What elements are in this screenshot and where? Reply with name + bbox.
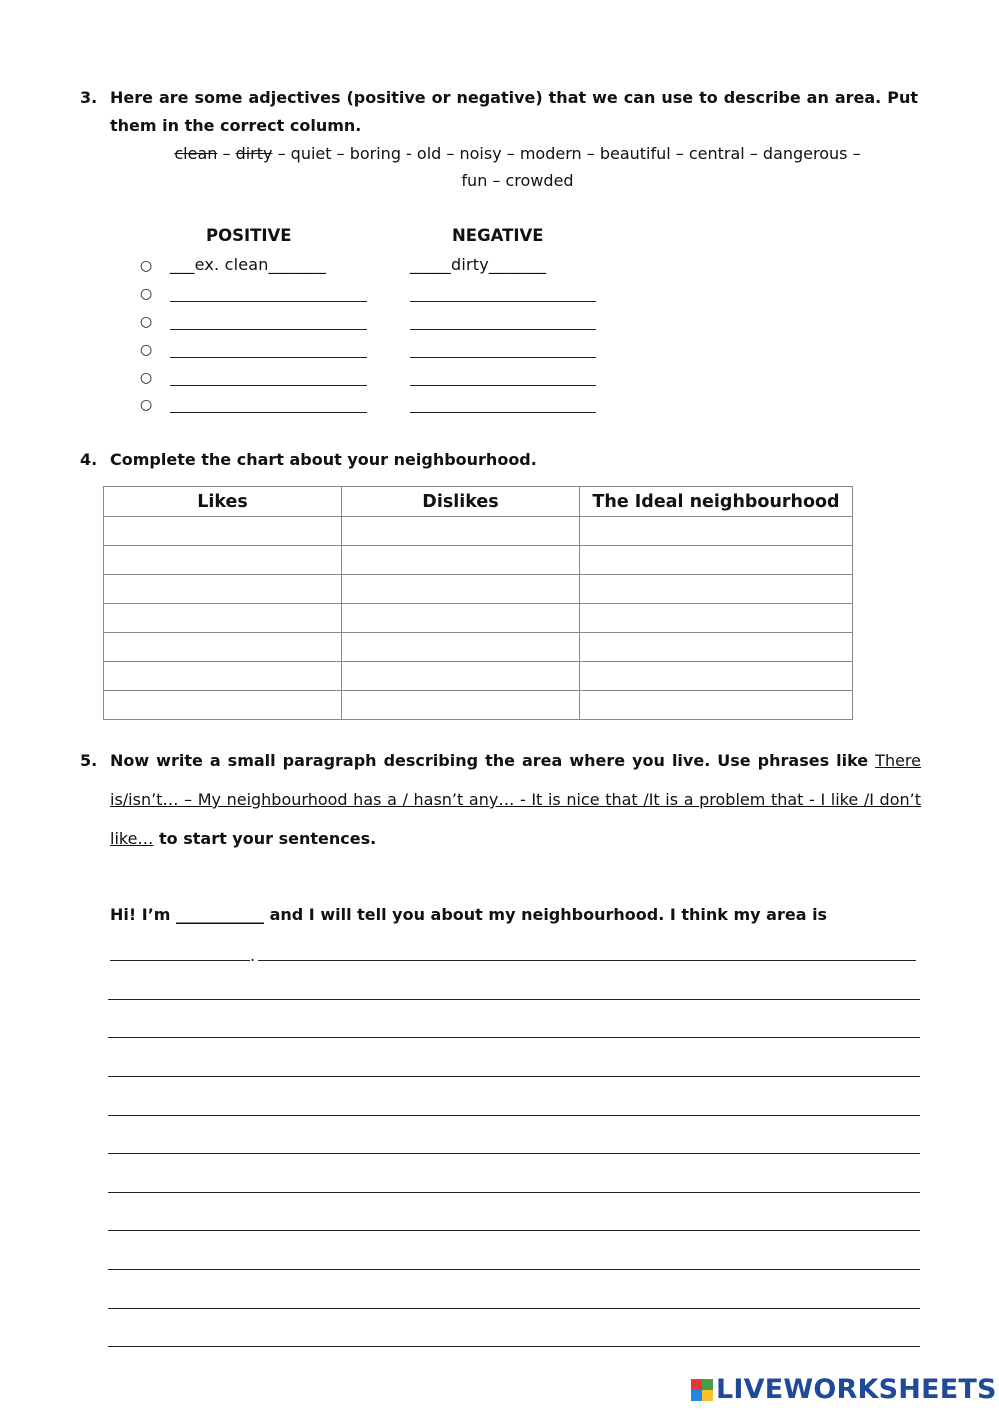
writing-line[interactable] bbox=[108, 1153, 920, 1154]
example-negative: _____dirty_______ bbox=[410, 255, 547, 274]
question-5-number: 5. bbox=[80, 751, 98, 770]
chart-row bbox=[104, 633, 853, 662]
bullet-5: ○ bbox=[140, 370, 153, 386]
writing-line[interactable] bbox=[108, 1076, 920, 1077]
positive-column-header: POSITIVE bbox=[206, 226, 292, 245]
chart-cell[interactable] bbox=[342, 575, 580, 604]
writing-line[interactable] bbox=[108, 1230, 920, 1231]
question-5-instruction-bold: Now write a small paragraph describing the area where you live. Use phrases like bbox=[110, 751, 876, 770]
chart-cell[interactable] bbox=[580, 691, 853, 720]
word-bank-line1 bbox=[110, 140, 925, 167]
chart-cell[interactable] bbox=[342, 546, 580, 575]
negative-answer-line[interactable] bbox=[410, 301, 596, 302]
chart-row bbox=[104, 691, 853, 720]
writing-period: . bbox=[250, 946, 256, 965]
writing-line-short[interactable] bbox=[110, 960, 250, 961]
chart-cell[interactable] bbox=[104, 662, 342, 691]
negative-answer-line[interactable] bbox=[410, 412, 596, 413]
question-3-number: 3. bbox=[80, 88, 98, 107]
chart-cell[interactable] bbox=[580, 604, 853, 633]
writing-line[interactable] bbox=[108, 1346, 920, 1347]
negative-answer-line[interactable] bbox=[410, 329, 596, 330]
bullet-2: ○ bbox=[140, 286, 153, 302]
logo-square-blue bbox=[691, 1390, 702, 1401]
chart-cell[interactable] bbox=[104, 546, 342, 575]
liveworksheets-logo bbox=[691, 1374, 997, 1405]
word-bank-rest: – quiet – boring - old – noisy – modern – beautiful – central – dangerous – bbox=[272, 144, 861, 163]
writing-line[interactable] bbox=[108, 1192, 920, 1193]
chart-cell[interactable] bbox=[342, 633, 580, 662]
question-4-number: 4. bbox=[80, 450, 98, 469]
question-3-instruction-line2: them in the correct column. bbox=[110, 116, 362, 135]
question-3-instruction-line1: Here are some adjectives (positive or negative) that we can use to describe an area. Put bbox=[110, 88, 918, 107]
question-5-instruction-end: to start your sentences. bbox=[153, 829, 377, 848]
positive-answer-line[interactable] bbox=[170, 412, 367, 413]
chart-header-ideal: The Ideal neighbourhood bbox=[580, 487, 853, 517]
chart-cell[interactable] bbox=[104, 604, 342, 633]
word-bank bbox=[110, 140, 925, 194]
chart-cell[interactable] bbox=[580, 633, 853, 662]
positive-answer-line[interactable] bbox=[170, 329, 367, 330]
chart-row bbox=[104, 662, 853, 691]
chart-cell[interactable] bbox=[104, 575, 342, 604]
writing-line[interactable] bbox=[108, 1037, 920, 1038]
chart-cell[interactable] bbox=[580, 517, 853, 546]
chart-cell[interactable] bbox=[104, 633, 342, 662]
chart-cell[interactable] bbox=[104, 691, 342, 720]
bullet-6: ○ bbox=[140, 397, 153, 413]
chart-row bbox=[104, 575, 853, 604]
positive-answer-line[interactable] bbox=[170, 385, 367, 386]
logo-square-red bbox=[691, 1379, 702, 1390]
positive-answer-line[interactable] bbox=[170, 301, 367, 302]
chart-cell[interactable] bbox=[580, 546, 853, 575]
word-bank-line2: fun – crowded bbox=[461, 171, 574, 190]
writing-line[interactable] bbox=[258, 960, 916, 961]
question-5-phrases: There is/isn’t… – My neighbourhood has a / hasn’t any… - It is nice that /It is a problem that - I like /I don’t like… bbox=[110, 751, 921, 848]
bullet-4: ○ bbox=[140, 342, 153, 358]
chart-cell[interactable] bbox=[104, 517, 342, 546]
chart-row bbox=[104, 546, 853, 575]
word-clean-struck: clean bbox=[174, 144, 218, 163]
liveworksheets-logo-icon bbox=[691, 1379, 713, 1401]
liveworksheets-logo-text: LIVEWORKSHEETS bbox=[716, 1374, 997, 1405]
chart-cell[interactable] bbox=[342, 691, 580, 720]
chart-cell[interactable] bbox=[342, 662, 580, 691]
positive-answer-line[interactable] bbox=[170, 357, 367, 358]
writing-line[interactable] bbox=[108, 1115, 920, 1116]
chart-cell[interactable] bbox=[342, 517, 580, 546]
writing-line[interactable] bbox=[108, 999, 920, 1000]
chart-row bbox=[104, 517, 853, 546]
chart-header-likes: Likes bbox=[104, 487, 342, 517]
paragraph-intro: Hi! I’m ___________ and I will tell you about my neighbourhood. I think my area is bbox=[110, 905, 828, 924]
chart-header-dislikes: Dislikes bbox=[342, 487, 580, 517]
chart-cell[interactable] bbox=[580, 662, 853, 691]
writing-line[interactable] bbox=[108, 1269, 920, 1270]
question-5-instruction bbox=[110, 741, 921, 858]
negative-answer-line[interactable] bbox=[410, 357, 596, 358]
negative-column-header: NEGATIVE bbox=[452, 226, 544, 245]
logo-square-green bbox=[702, 1379, 713, 1390]
negative-answer-line[interactable] bbox=[410, 385, 596, 386]
bullet-1: ○ bbox=[140, 258, 153, 274]
chart-row bbox=[104, 604, 853, 633]
chart-cell[interactable] bbox=[580, 575, 853, 604]
chart-header-row bbox=[104, 487, 853, 517]
word-separator: – bbox=[217, 144, 236, 163]
bullet-3: ○ bbox=[140, 314, 153, 330]
example-positive: ___ex. clean_______ bbox=[170, 255, 327, 274]
chart-cell[interactable] bbox=[342, 604, 580, 633]
word-dirty-struck: dirty bbox=[235, 144, 273, 163]
writing-line[interactable] bbox=[108, 1308, 920, 1309]
neighbourhood-chart bbox=[103, 486, 853, 720]
question-4-instruction: Complete the chart about your neighbourhood. bbox=[110, 450, 537, 469]
logo-square-yellow bbox=[702, 1390, 713, 1401]
